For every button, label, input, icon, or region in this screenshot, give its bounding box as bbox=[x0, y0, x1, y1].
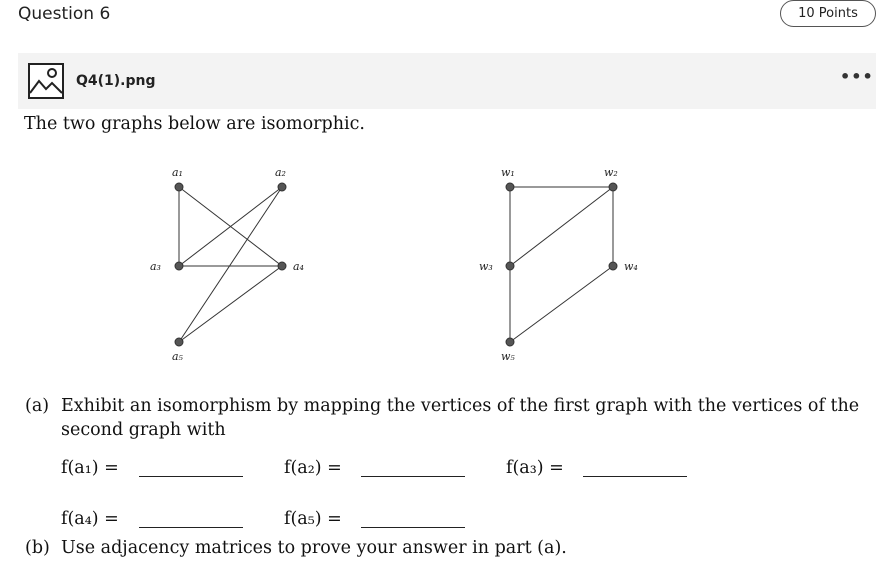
edge-w2-w3 bbox=[510, 187, 613, 266]
graph-2-vertices bbox=[506, 183, 617, 346]
part-b-label: (b) bbox=[25, 538, 50, 558]
label-a3: a₃ bbox=[150, 260, 161, 273]
question-title: Question 6 bbox=[18, 4, 111, 24]
vertex-w1 bbox=[506, 183, 514, 191]
answer-blank-a3[interactable] bbox=[583, 476, 687, 477]
vertex-w5 bbox=[506, 338, 514, 346]
label-w5: w₅ bbox=[501, 350, 515, 363]
part-a-label: (a) bbox=[25, 396, 50, 416]
vertex-w2 bbox=[609, 183, 617, 191]
answer-blank-a5[interactable] bbox=[361, 527, 465, 528]
vertex-w4 bbox=[609, 262, 617, 270]
equation-a4: f(a₄) = bbox=[61, 509, 119, 529]
label-w3: w₃ bbox=[479, 260, 493, 273]
part-a bbox=[25, 394, 859, 442]
vertex-a4 bbox=[278, 262, 286, 270]
equation-a1: f(a₁) = bbox=[61, 458, 119, 478]
label-a2: a₂ bbox=[275, 166, 286, 179]
edge-a4-a5 bbox=[179, 266, 282, 342]
graph-2-edges bbox=[510, 187, 613, 342]
label-a4: a₄ bbox=[293, 260, 304, 273]
vertex-w3 bbox=[506, 262, 514, 270]
edge-a2-a5 bbox=[179, 187, 282, 342]
points-badge: 10 Points bbox=[780, 0, 876, 27]
label-w2: w₂ bbox=[604, 166, 618, 179]
graph-1-edges bbox=[179, 187, 282, 342]
label-a5: a₅ bbox=[172, 350, 183, 363]
intro-text: The two graphs below are isomorphic. bbox=[24, 114, 365, 134]
part-b bbox=[25, 538, 567, 558]
part-a-line1: Exhibit an isomorphism by mapping the vertices of the first graph with the vertices of the bbox=[61, 396, 860, 416]
answer-blank-a1[interactable] bbox=[139, 476, 243, 477]
part-b-text: Use adjacency matrices to prove your answer in part (a). bbox=[61, 538, 567, 558]
equation-a5: f(a₅) = bbox=[284, 509, 342, 529]
label-w4: w₄ bbox=[624, 260, 638, 273]
more-options-button[interactable]: ••• bbox=[840, 67, 874, 86]
label-w1: w₁ bbox=[501, 166, 515, 179]
part-a-line2: second graph with bbox=[61, 420, 226, 440]
vertex-a5 bbox=[175, 338, 183, 346]
answer-blank-a2[interactable] bbox=[361, 476, 465, 477]
vertex-a1 bbox=[175, 183, 183, 191]
vertex-a3 bbox=[175, 262, 183, 270]
equation-a2: f(a₂) = bbox=[284, 458, 342, 478]
answer-blank-a4[interactable] bbox=[139, 527, 243, 528]
vertex-a2 bbox=[278, 183, 286, 191]
attachment-filename[interactable]: Q4(1).png bbox=[76, 73, 156, 89]
equation-a3: f(a₃) = bbox=[506, 458, 564, 478]
label-a1: a₁ bbox=[172, 166, 183, 179]
edge-w4-w5 bbox=[510, 266, 613, 342]
